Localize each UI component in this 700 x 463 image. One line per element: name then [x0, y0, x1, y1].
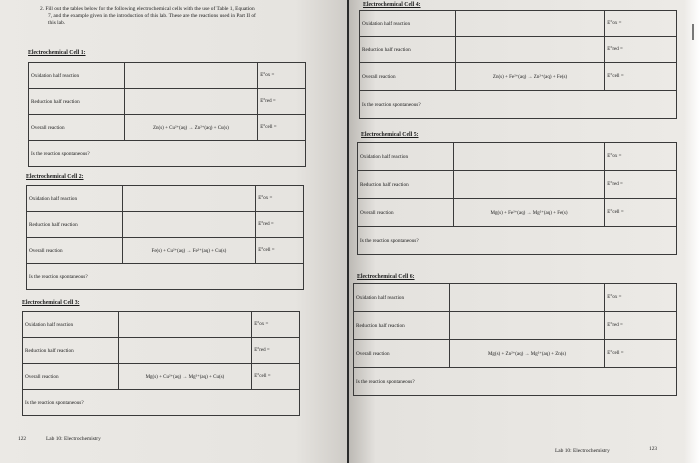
e-cell-field[interactable]: E°cell = — [605, 63, 677, 91]
oxidation-label: Oxidation half reaction — [360, 11, 456, 37]
book-edge — [684, 0, 700, 463]
spontaneous-question[interactable]: Is the reaction spontaneous? — [358, 227, 677, 255]
e-ox-field[interactable]: E°ox = — [252, 312, 300, 338]
cell-5-table — [357, 142, 677, 255]
reduction-label: Reduction half reaction — [360, 37, 456, 63]
overall-label: Overall reaction — [29, 115, 125, 141]
reduction-label: Reduction half reaction — [23, 338, 119, 364]
oxidation-label: Oxidation half reaction — [354, 284, 450, 312]
cell-4-title: Electrochemical Cell 4: — [363, 2, 421, 8]
oxidation-answer[interactable] — [453, 143, 605, 171]
e-cell-field[interactable]: E°cell = — [256, 238, 304, 264]
oxidation-answer[interactable] — [118, 312, 252, 338]
overall-equation: Mg(s) + Zn²⁺(aq) → Mg²⁺(aq) + Zn(s) — [449, 340, 605, 368]
oxidation-label: Oxidation half reaction — [23, 312, 119, 338]
cell-2-table — [26, 185, 304, 290]
e-ox-field[interactable]: E°ox = — [605, 284, 677, 312]
overall-label: Overall reaction — [360, 63, 456, 91]
cell-3-table — [22, 311, 300, 416]
overall-label: Overall reaction — [354, 340, 450, 368]
page-number-left: 122 — [18, 436, 27, 442]
reduction-label: Reduction half reaction — [29, 89, 125, 115]
cell-1-title: Electrochemical Cell 1: — [28, 50, 86, 56]
cell-1-table — [28, 62, 306, 167]
oxidation-answer[interactable] — [449, 284, 605, 312]
reduction-label: Reduction half reaction — [27, 212, 123, 238]
overall-equation: Fe(s) + Cu²⁺(aq) → Fe²⁺(aq) + Cu(s) — [122, 238, 256, 264]
cell-2-title: Electrochemical Cell 2: — [26, 174, 84, 180]
e-red-field[interactable]: E°red = — [256, 212, 304, 238]
e-ox-field[interactable]: E°ox = — [256, 186, 304, 212]
oxidation-answer[interactable] — [455, 11, 605, 37]
right-page — [349, 0, 684, 463]
left-page — [0, 0, 347, 463]
reduction-answer[interactable] — [124, 89, 258, 115]
instruction-line-2: 7, and the example given in the introduction of this lab. These are the reactions used in Part II of — [48, 13, 256, 19]
overall-equation: Zn(s) + Cu²⁺(aq) → Zn²⁺(aq) + Cu(s) — [124, 115, 258, 141]
reduction-answer[interactable] — [122, 212, 256, 238]
spontaneous-question[interactable]: Is the reaction spontaneous? — [27, 264, 304, 290]
e-red-field[interactable]: E°red = — [605, 171, 677, 199]
cell-6-title: Electrochemical Cell 6: — [357, 274, 415, 280]
spontaneous-question[interactable]: Is the reaction spontaneous? — [29, 141, 306, 167]
cell-4-table — [359, 10, 677, 119]
e-red-field[interactable]: E°red = — [605, 37, 677, 63]
oxidation-label: Oxidation half reaction — [27, 186, 123, 212]
overall-equation: Zn(s) + Fe²⁺(aq) → Zn²⁺(aq) + Fe(s) — [455, 63, 605, 91]
overall-equation: Mg(s) + Cu²⁺(aq) → Mg²⁺(aq) + Cu(s) — [118, 364, 252, 390]
footer-right: Lab 10: Electrochemistry — [555, 448, 610, 454]
e-ox-field[interactable]: E°ox = — [605, 11, 677, 37]
e-red-field[interactable]: E°red = — [252, 338, 300, 364]
oxidation-label: Oxidation half reaction — [358, 143, 454, 171]
oxidation-answer[interactable] — [124, 63, 258, 89]
e-ox-field[interactable]: E°ox = — [258, 63, 306, 89]
oxidation-answer[interactable] — [122, 186, 256, 212]
reduction-answer[interactable] — [453, 171, 605, 199]
e-cell-field[interactable]: E°cell = — [605, 340, 677, 368]
spontaneous-question[interactable]: Is the reaction spontaneous? — [354, 368, 677, 396]
e-cell-field[interactable]: E°cell = — [605, 199, 677, 227]
footer-left: Lab 10: Electrochemistry — [46, 436, 101, 442]
e-red-field[interactable]: E°red = — [258, 89, 306, 115]
overall-label: Overall reaction — [23, 364, 119, 390]
cell-6-table — [353, 283, 677, 396]
e-cell-field[interactable]: E°cell = — [252, 364, 300, 390]
overall-label: Overall reaction — [358, 199, 454, 227]
instruction-line-1: 2. Fill out the tables below for the following electrochemical cells with the use of Table 1, Equation — [40, 6, 255, 12]
cell-3-title: Electrochemical Cell 3: — [22, 300, 80, 306]
reduction-answer[interactable] — [118, 338, 252, 364]
overall-equation: Mg(s) + Fe²⁺(aq) → Mg²⁺(aq) + Fe(s) — [453, 199, 605, 227]
spontaneous-question[interactable]: Is the reaction spontaneous? — [23, 390, 300, 416]
reduction-label: Reduction half reaction — [354, 312, 450, 340]
edge-mark — [692, 24, 694, 40]
instruction-line-3: this lab. — [48, 20, 66, 26]
reduction-label: Reduction half reaction — [358, 171, 454, 199]
e-cell-field[interactable]: E°cell = — [258, 115, 306, 141]
cell-5-title: Electrochemical Cell 5: — [361, 132, 419, 138]
reduction-answer[interactable] — [449, 312, 605, 340]
overall-label: Overall reaction — [27, 238, 123, 264]
spontaneous-question[interactable]: Is the reaction spontaneous? — [360, 91, 677, 119]
e-red-field[interactable]: E°red = — [605, 312, 677, 340]
e-ox-field[interactable]: E°ox = — [605, 143, 677, 171]
page-number-right: 123 — [649, 446, 658, 452]
oxidation-label: Oxidation half reaction — [29, 63, 125, 89]
reduction-answer[interactable] — [455, 37, 605, 63]
